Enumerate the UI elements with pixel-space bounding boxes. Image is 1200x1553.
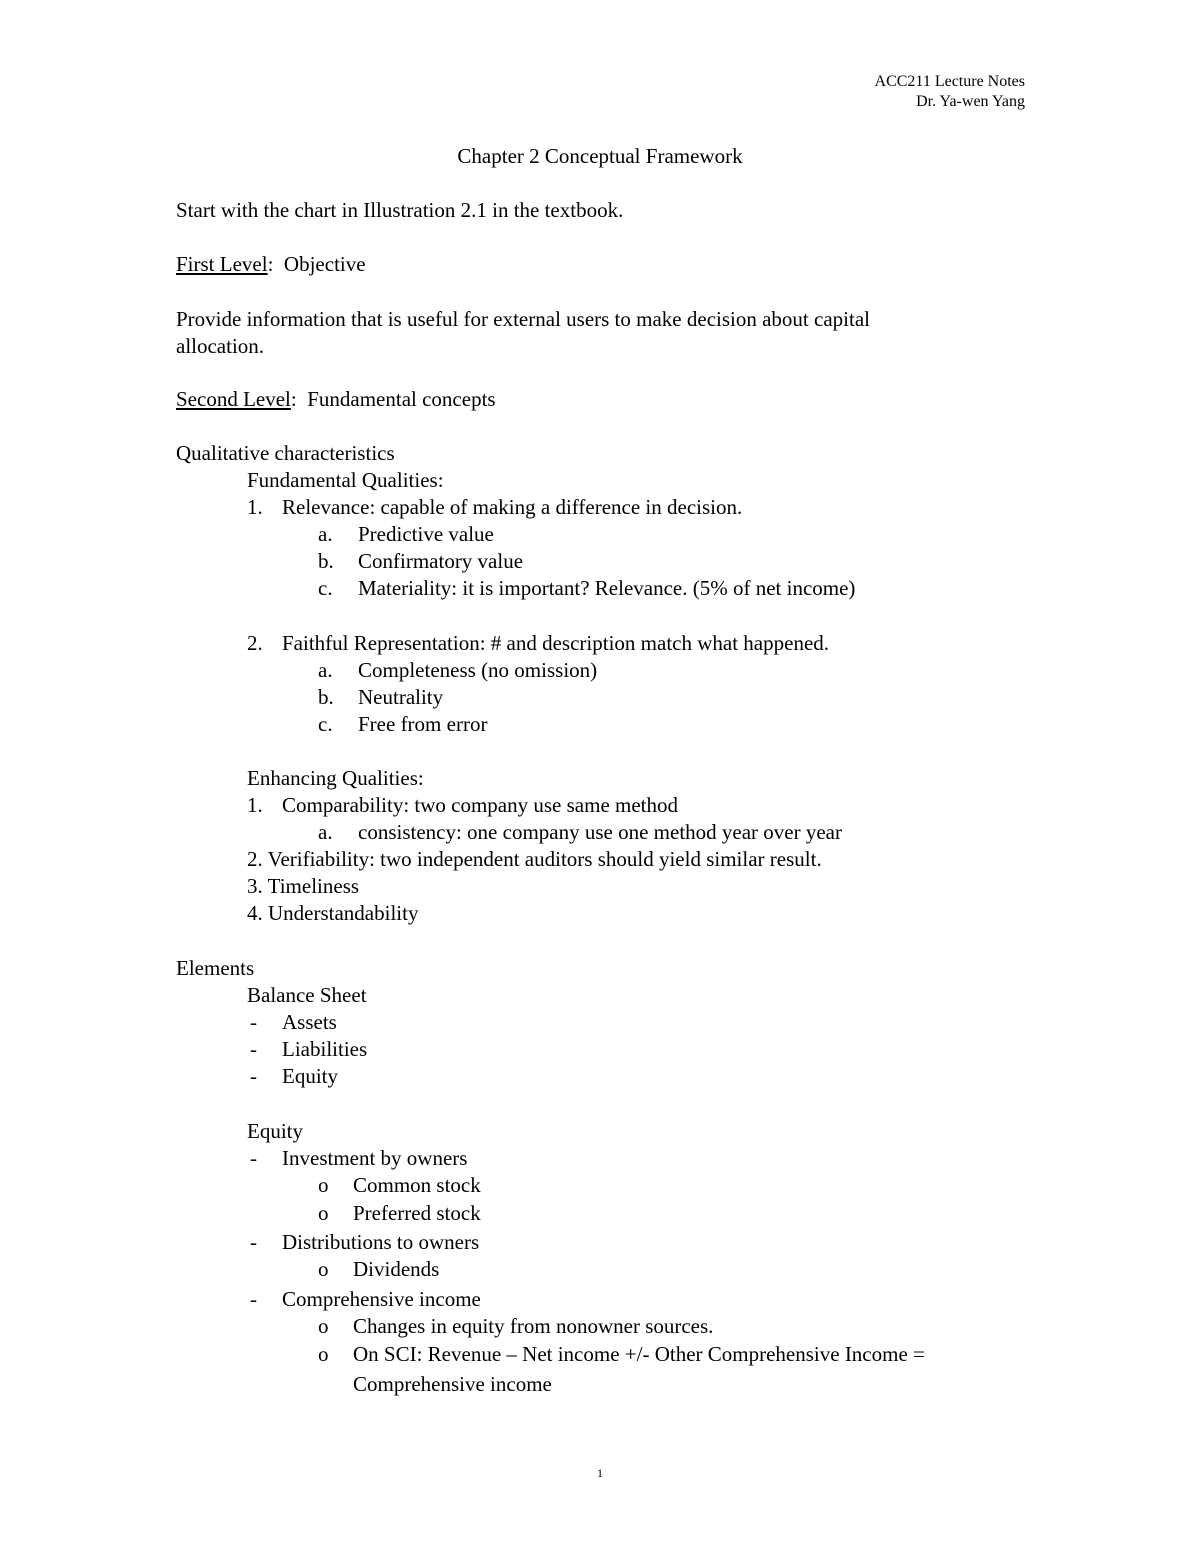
enhancing-item-1-text: Comparability: two company use same method — [282, 793, 679, 817]
page-number: 1 — [597, 1466, 603, 1480]
enhancing-item-4: 4. Understandability — [247, 901, 419, 925]
objective-line-2: allocation. — [176, 334, 265, 358]
dash-bullet: - — [250, 1230, 257, 1254]
second-level-value: Fundamental concepts — [307, 387, 496, 411]
fundamental-item-1-num: 1. — [247, 495, 263, 519]
sub-item-letter: b. — [318, 549, 334, 573]
sub-item-text: Confirmatory value — [358, 549, 524, 573]
objective-line-1: Provide information that is useful for external users to make decision about capital — [176, 307, 870, 331]
balance-sheet-heading: Balance Sheet — [247, 983, 367, 1007]
header-author: Dr. Ya-wen Yang — [916, 93, 1025, 110]
sub-item-letter: a. — [318, 658, 333, 682]
sub-item-letter: a. — [318, 522, 333, 546]
circle-bullet: o — [318, 1314, 329, 1338]
first-level-value: Objective — [283, 252, 366, 276]
sub-item-text: Materiality: it is important? Relevance. (5% of net income) — [358, 576, 856, 600]
list-item: Assets — [282, 1010, 337, 1034]
header-course: ACC211 Lecture Notes — [874, 73, 1025, 90]
sub-item-text: Free from error — [358, 712, 488, 736]
dash-bullet: - — [250, 1037, 257, 1061]
sub-item-letter: c. — [318, 576, 333, 600]
equity-heading: Equity — [247, 1119, 303, 1143]
first-level-line — [176, 251, 366, 278]
dash-bullet: - — [250, 1010, 257, 1034]
first-level-label: First Level — [176, 252, 268, 276]
dash-bullet: - — [250, 1287, 257, 1311]
list-item: Liabilities — [282, 1037, 368, 1061]
fundamental-item-2-text: Faithful Representation: # and description match what happened. — [282, 631, 830, 655]
sub-item-text: Neutrality — [358, 685, 444, 709]
list-item: Investment by owners — [282, 1146, 468, 1170]
list-item: Equity — [282, 1064, 338, 1088]
enhancing-item-2: 2. Verifiability: two independent auditors should yield similar result. — [247, 847, 822, 871]
list-item: Dividends — [353, 1257, 440, 1281]
enhancing-item-3: 3. Timeliness — [247, 874, 360, 898]
fundamental-item-2-num: 2. — [247, 631, 263, 655]
list-item: Distributions to owners — [282, 1230, 480, 1254]
list-item-continuation: Comprehensive income — [353, 1372, 552, 1396]
list-item: Preferred stock — [353, 1201, 481, 1225]
sub-item-text: Completeness (no omission) — [358, 658, 598, 682]
circle-bullet: o — [318, 1342, 329, 1366]
dash-bullet: - — [250, 1146, 257, 1170]
circle-bullet: o — [318, 1257, 329, 1281]
list-item: Comprehensive income — [282, 1287, 481, 1311]
qualitative-heading: Qualitative characteristics — [176, 441, 395, 465]
second-level-label: Second Level — [176, 387, 291, 411]
enhancing-heading: Enhancing Qualities: — [247, 766, 424, 790]
second-level-sep: : — [290, 387, 308, 411]
dash-bullet: - — [250, 1064, 257, 1088]
list-item: Changes in equity from nonowner sources. — [353, 1314, 714, 1338]
sub-item-letter: c. — [318, 712, 333, 736]
list-item: On SCI: Revenue – Net income +/- Other Comprehensive Income = — [353, 1342, 925, 1366]
circle-bullet: o — [318, 1201, 329, 1225]
list-item: Common stock — [353, 1173, 481, 1197]
sub-item-text: Predictive value — [358, 522, 494, 546]
first-level-sep: : — [267, 252, 284, 276]
fundamental-heading: Fundamental Qualities: — [247, 468, 444, 492]
enhancing-item-1-num: 1. — [247, 793, 263, 817]
second-level-line — [176, 386, 496, 413]
elements-heading: Elements — [176, 956, 255, 980]
intro-text: Start with the chart in Illustration 2.1 in the textbook. — [176, 198, 624, 222]
fundamental-item-1-text: Relevance: capable of making a difference in decision. — [282, 495, 743, 519]
circle-bullet: o — [318, 1173, 329, 1197]
sub-item-letter: a. — [318, 820, 333, 844]
sub-item-text: consistency: one company use one method year over year — [358, 820, 842, 844]
page-title: Chapter 2 Conceptual Framework — [457, 144, 743, 168]
sub-item-letter: b. — [318, 685, 334, 709]
